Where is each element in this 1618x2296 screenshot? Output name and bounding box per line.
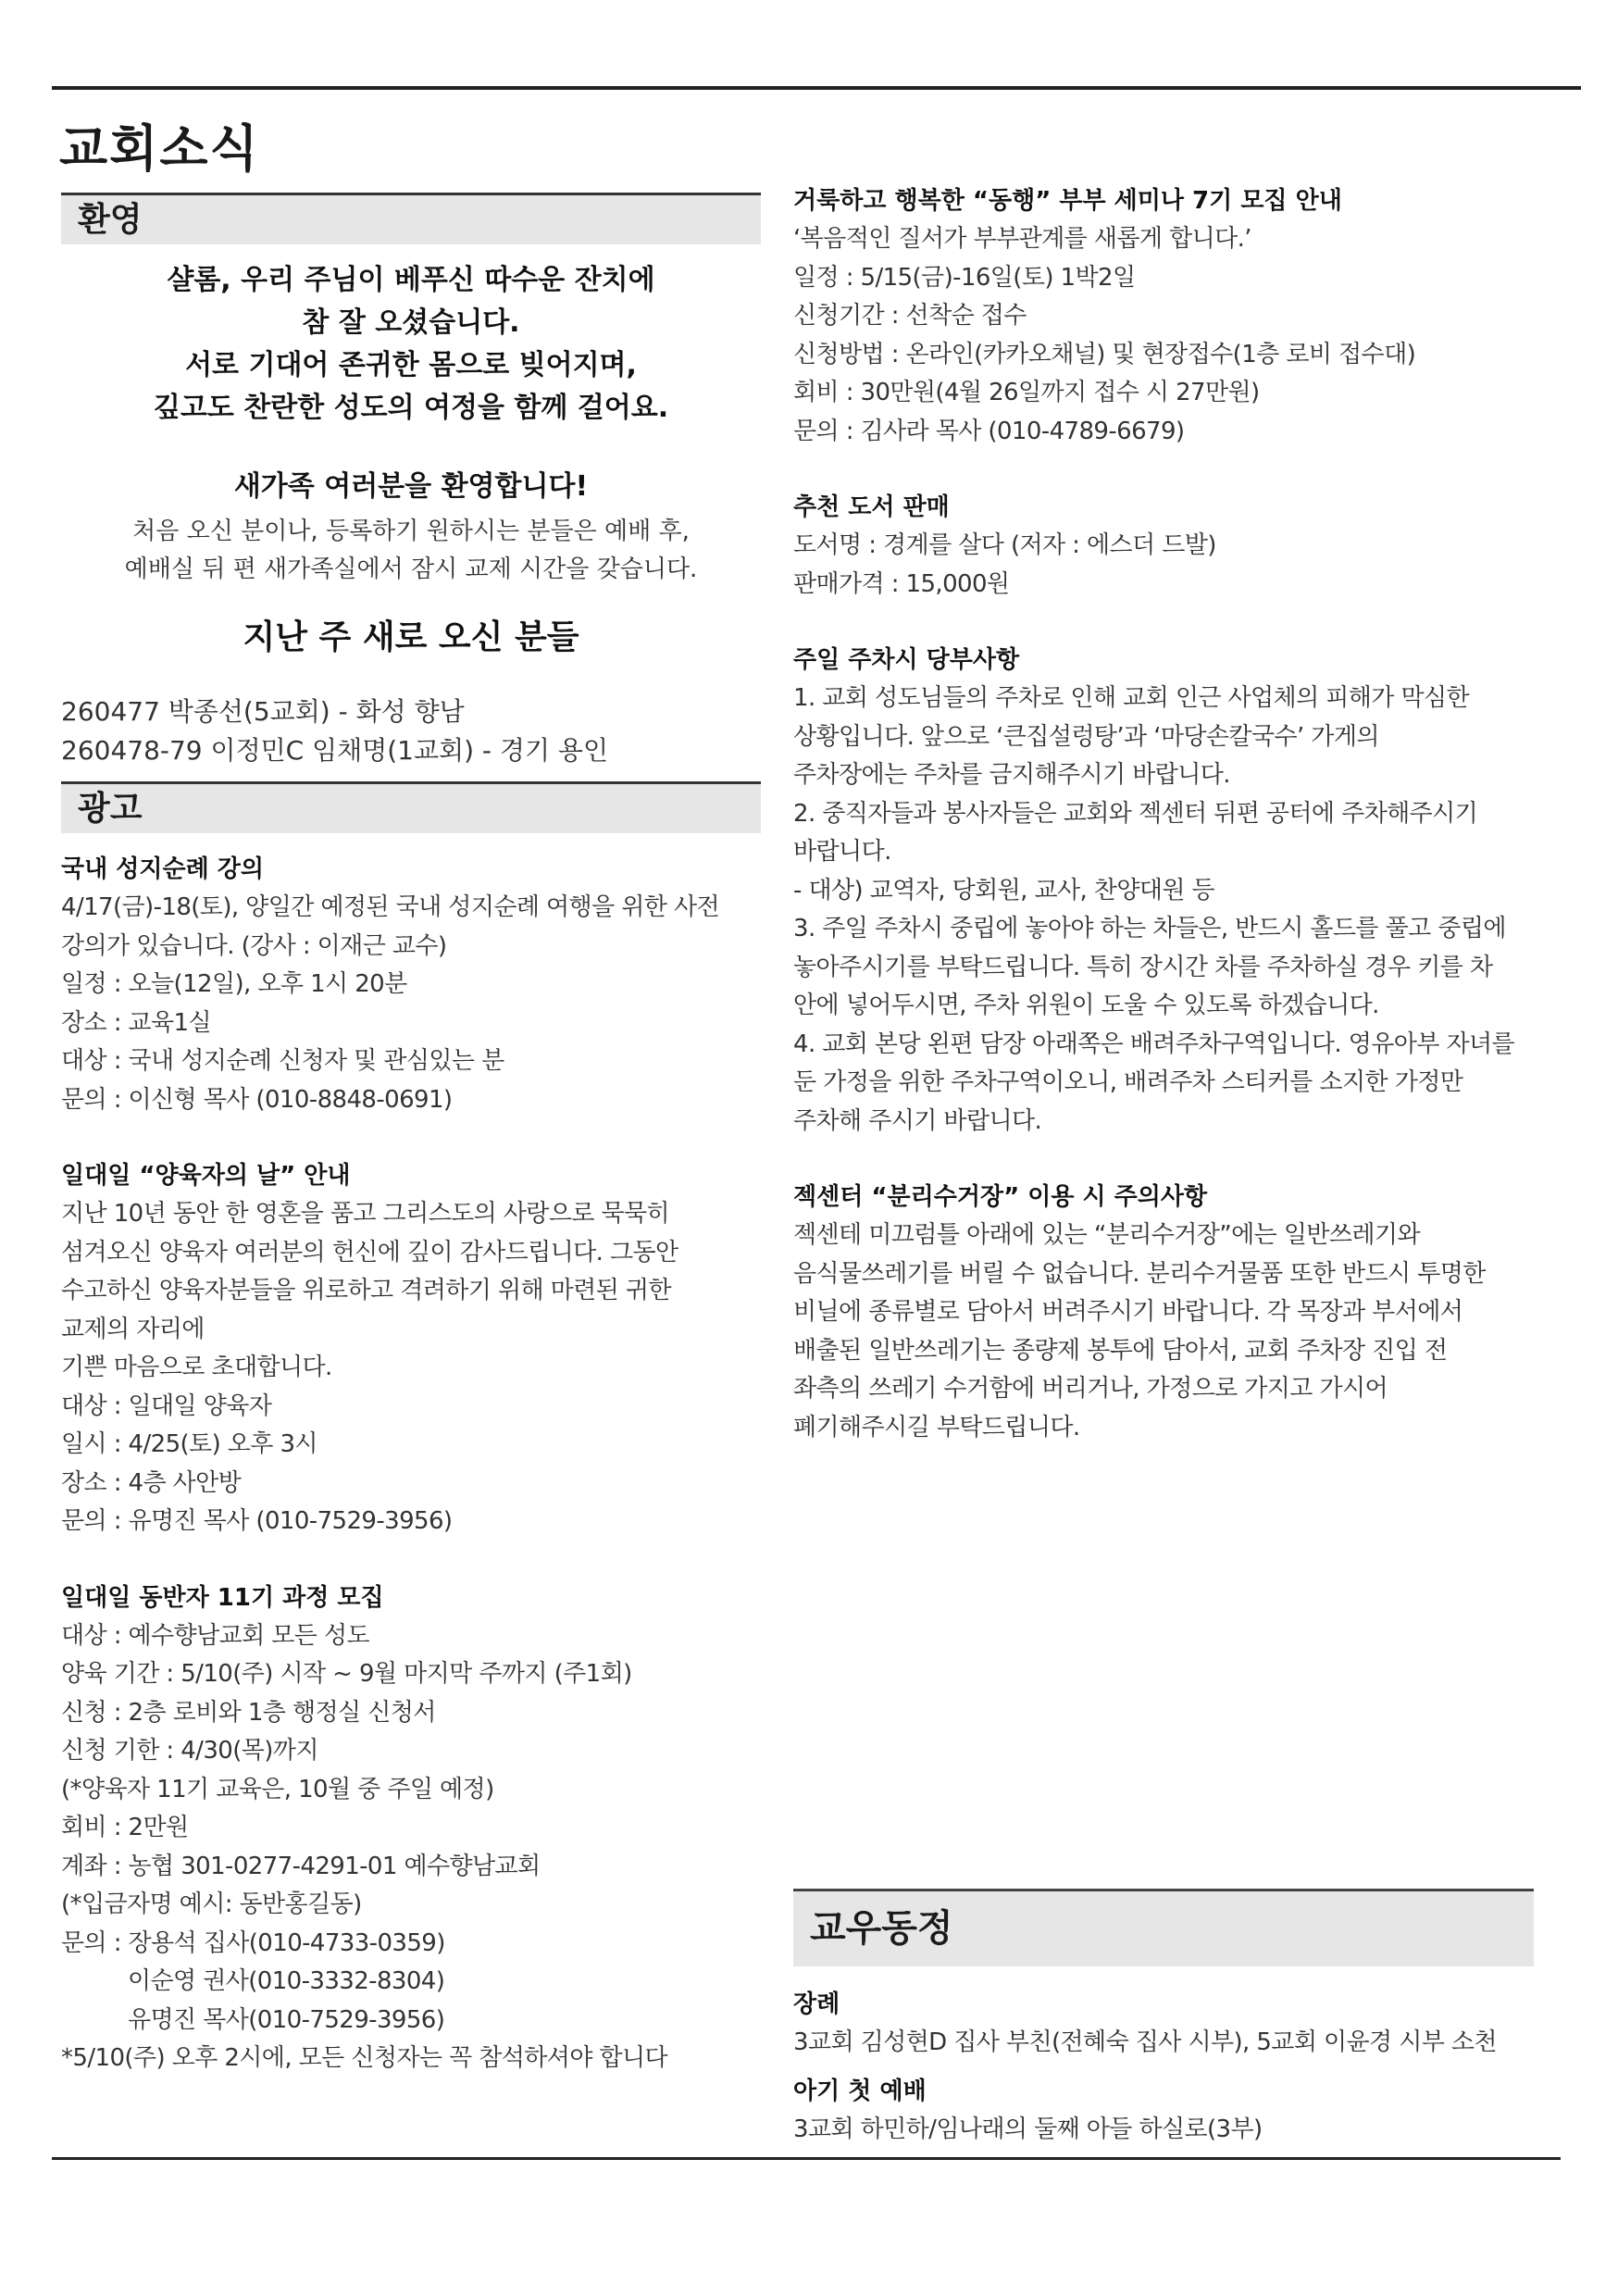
ad-line: 문의 : 장용석 집사(010-4733-0359) [61, 1928, 445, 1957]
ad-line: 대상 : 일대일 양육자 [61, 1391, 272, 1420]
ad-line: 일정 : 오늘(12일), 오후 1시 20분 [61, 970, 407, 998]
new-family-text [61, 513, 761, 589]
ad-line: 젝센테 미끄럼틀 아래에 있는 “분리수거장”에는 일반쓰레기와 [793, 1221, 1420, 1249]
ad-line: 바랍니다. [793, 838, 891, 866]
ad-line: 주차장에는 주차를 금지해주시기 바랍니다. [793, 761, 1230, 789]
ad-mentor-day [61, 1156, 761, 1541]
ad-couple-seminar [793, 181, 1534, 451]
ad-line: 3. 주일 주차시 중립에 놓아야 하는 차들은, 반드시 홀드를 풀고 중립에 [793, 915, 1506, 942]
ad-line: - 대상) 교역자, 당회원, 교사, 찬양대원 등 [793, 876, 1215, 905]
ad-line: 회비 : 2만원 [61, 1814, 189, 1841]
ad-line: ‘복음적인 질서가 부부관계를 새롭게 합니다.’ [793, 225, 1251, 253]
ad-line: 둔 가정을 위한 주차구역이오니, 배려주차 스티커를 소지한 가정만 [793, 1068, 1463, 1096]
ad-line: 수고하신 양육자분들을 위로하고 격려하기 위해 마련된 귀한 [61, 1277, 671, 1304]
ad-line: 신청기간 : 선착순 접수 [793, 302, 1027, 330]
ad-line: 장소 : 4층 사안방 [61, 1468, 242, 1497]
ad-line: 강의가 있습니다. (강사 : 이재근 교수) [61, 931, 447, 960]
ad-line: 4/17(금)-18(토), 양일간 예정된 국내 성지순례 여행을 위한 사전 [61, 893, 719, 921]
ad-line: 대상 : 예수향남교회 모든 성도 [61, 1621, 370, 1650]
list-item: 260478-79 이정민C 임채명(1교회) - 경기 용인 [61, 735, 609, 766]
ad-line: 대상 : 국내 성지순례 신청자 및 관심있는 분 [61, 1047, 504, 1075]
ad-line: 유명진 목사(010-7529-3956) [128, 2005, 445, 2034]
ad-line: 안에 넣어두시면, 주차 위원이 도울 수 있도록 하겠습니다. [793, 992, 1379, 1019]
ad-line: 일정 : 5/15(금)-16일(토) 1박2일 [793, 263, 1136, 292]
ad-line: 상황입니다. 앞으로 ‘큰집설렁탕’과 ‘마당손칼국수’ 가게의 [793, 722, 1379, 751]
welcome-line: 깊고도 찬란한 성도의 여정을 함께 걸어요. [153, 392, 669, 424]
newcomers-list [61, 693, 761, 770]
ads-header: 광고 [61, 781, 761, 833]
welcome-header: 환영 [61, 193, 761, 244]
list-item: 260477 박종선(5교회) - 화성 향남 [61, 696, 465, 727]
ad-line: 섬겨오신 양육자 여러분의 헌신에 깊이 감사드립니다. 그동안 [61, 1238, 678, 1267]
ad-line: 4. 교회 본당 왼편 담장 아래쪽은 배려주차구역입니다. 영유아부 자녀를 [793, 1029, 1515, 1058]
ad-line: 이순영 권사(010-3332-8304) [128, 1967, 445, 1995]
welcome-line: 참 잘 오셨습니다. [302, 306, 520, 339]
new-family-title: 새가족 여러분을 환영합니다! [233, 470, 589, 503]
ad-title: 주일 주차시 당부사항 [793, 646, 1020, 674]
ad-line: 문의 : 김사라 목사 (010-4789-6679) [793, 417, 1185, 445]
ad-line: 배출된 일반쓰레기는 종량제 봉투에 담아서, 교회 주차장 진입 전 [793, 1336, 1448, 1365]
ad-line: 기쁜 마음으로 초대합니다. [61, 1354, 332, 1381]
baby-service-title: 아기 첫 예배 [793, 2077, 927, 2105]
ad-line: 회비 : 30만원(4월 26일까지 접수 시 27만원) [793, 379, 1260, 406]
welcome-line: 샬롬, 우리 주님이 베푸신 따수운 잔치에 [167, 264, 655, 296]
funeral-title: 장례 [793, 1990, 840, 2018]
ad-line: 도서명 : 경계를 살다 (저자 : 에스더 드발) [793, 531, 1216, 559]
ad-line: 장소 : 교육1실 [61, 1008, 212, 1037]
ad-note: *5/10(주) 오후 2시에, 모든 신청자는 꼭 참석하셔야 합니다 [61, 2044, 668, 2072]
left-column [61, 193, 761, 2078]
welcome-message [61, 259, 761, 430]
ad-line: 일시 : 4/25(토) 오후 3시 [61, 1430, 317, 1458]
ad-book-sale [793, 488, 1534, 604]
ad-companion-course [61, 1578, 761, 2078]
ad-recycling-notice [793, 1178, 1534, 1447]
ad-line: 교제의 자리에 [61, 1315, 205, 1343]
ad-line: 폐기해주시길 부탁드립니다. [793, 1413, 1080, 1441]
ad-line: 양육 기간 : 5/10(주) 시작 ~ 9월 마지막 주까지 (주1회) [61, 1660, 632, 1688]
page-title: 교회소식 [59, 119, 260, 178]
ad-title: 일대일 “양육자의 날” 안내 [61, 1162, 351, 1190]
right-column [793, 181, 1534, 1447]
ad-line: 놓아주시기를 부탁드립니다. 특히 장시간 차를 주차하실 경우 키를 차 [793, 953, 1493, 981]
ad-title: 젝센터 “분리수거장” 이용 시 주의사항 [793, 1183, 1208, 1211]
ad-line: (*입금자명 예시: 동반홍길동) [61, 1890, 362, 1918]
ad-line: 2. 중직자들과 봉사자들은 교회와 젝센터 뒤편 공터에 주차해주시기 [793, 799, 1478, 828]
welcome-line: 서로 기대어 존귀한 몸으로 빚어지며, [185, 349, 637, 381]
ad-line: 주차해 주시기 바랍니다. [793, 1106, 1042, 1135]
ad-parking-notice [793, 641, 1534, 1141]
new-family-line: 예배실 뒤 편 새가족실에서 잠시 교제 시간을 갖습니다. [124, 555, 698, 583]
member-news [793, 1889, 1534, 2149]
newcomers-title: 지난 주 새로 오신 분들 [243, 618, 579, 656]
new-family-line: 처음 오신 분이나, 등록하기 원하시는 분들은 예배 후, [132, 518, 690, 545]
baby-service-text: 3교회 하민하/임나래의 둘째 아들 하실로(3부) [793, 2115, 1263, 2143]
ad-line: 문의 : 이신형 목사 (010-8848-0691) [61, 1085, 453, 1114]
ad-title: 국내 성지순례 강의 [61, 855, 265, 883]
bottom-rule [52, 2157, 1561, 2160]
ad-title: 일대일 동반자 11기 과정 모집 [61, 1583, 384, 1612]
ad-line: 판매가격 : 15,000원 [793, 569, 1010, 598]
top-rule [52, 86, 1581, 90]
ad-line: 신청 기한 : 4/30(목)까지 [61, 1737, 318, 1765]
ad-line: (*양육자 11기 교육은, 10월 중 주일 예정) [61, 1775, 494, 1803]
ad-line: 1. 교회 성도님들의 주차로 인해 교회 인근 사업체의 피해가 막심한 [793, 684, 1470, 712]
ad-line: 계좌 : 농협 301-0277-4291-01 예수향남교회 [61, 1852, 541, 1880]
ad-line: 지난 10년 동안 한 영혼을 품고 그리스도의 사랑으로 묵묵히 [61, 1200, 670, 1228]
ad-line: 비닐에 종류별로 담아서 버려주시기 바랍니다. 각 목장과 부서에서 [793, 1298, 1463, 1326]
ad-line: 신청 : 2층 로비와 1층 행정실 신청서 [61, 1698, 436, 1727]
ad-line: 좌측의 쓰레기 수거함에 버리거나, 가정으로 가지고 가시어 [793, 1375, 1388, 1403]
funeral-text: 3교회 김성현D 집사 부친(전혜숙 집사 시부), 5교회 이윤경 시부 소천 [793, 2028, 1497, 2056]
ad-line: 신청방법 : 온라인(카카오채널) 및 현장접수(1층 로비 접수대) [793, 340, 1416, 368]
member-news-header: 교우동정 [793, 1889, 1534, 1966]
ad-title: 추천 도서 판매 [793, 493, 950, 521]
ad-title: 거룩하고 행복한 “동행” 부부 세미나 7기 모집 안내 [793, 187, 1342, 215]
ad-pilgrimage-lecture [61, 850, 761, 1119]
ad-line: 문의 : 유명진 목사 (010-7529-3956) [61, 1507, 453, 1535]
ad-line: 음식물쓰레기를 버릴 수 없습니다. 분리수거물품 또한 반드시 투명한 [793, 1259, 1486, 1288]
